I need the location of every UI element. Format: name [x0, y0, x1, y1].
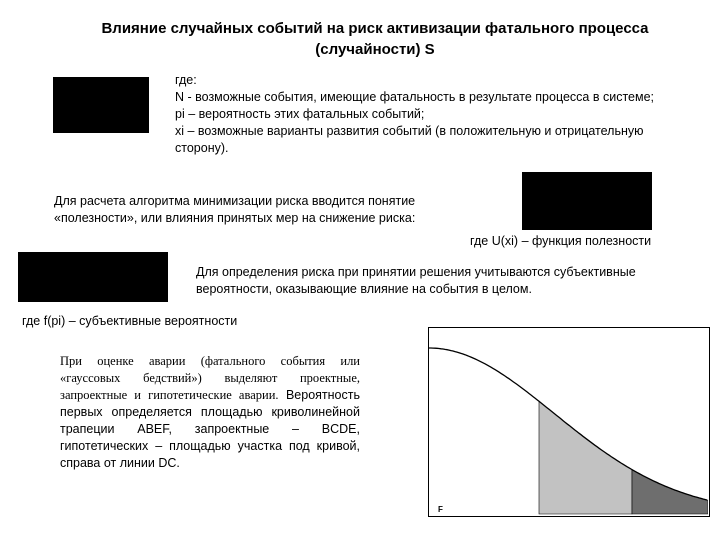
page-title: Влияние случайных событий на риск активизации фатального процесса (случайности) S	[101, 20, 649, 58]
risk-formula-image	[53, 77, 149, 133]
utility-text: Для расчета алгоритма минимизации риска вводится понятие «полезности», или влияния принятых мер на снижение риска:	[54, 194, 416, 225]
subjective-formula-image	[18, 252, 168, 302]
definition-where: где:	[175, 73, 197, 87]
definition-n: N - возможные события, имеющие фатальность в результате процесса в системе;	[175, 90, 655, 104]
subjective-text: Для определения риска при принятии решения учитываются субъективные вероятности, оказывающие влияние на события в целом.	[196, 265, 636, 296]
accident-text-sans: Вероятность первых определяется площадью криволинейной трапеции ABEF, запроектные – BCDE, гипотетических – площадью участка под кривой, справа от линии DC.	[60, 388, 360, 470]
definition-pi: pi – вероятность этих фатальных событий;	[175, 107, 425, 121]
accident-text-serif: При оценке аварии (фатального события или «гауссовых бедствий») выделяют проектные, запроектные и гипотетические аварии.	[60, 354, 360, 402]
gaussian-graph-svg	[429, 328, 708, 515]
subjective-note: где f(pi) – субъективные вероятности	[22, 314, 238, 328]
region-bcde	[539, 401, 632, 514]
utility-note: где U(xi) – функция полезности	[470, 234, 652, 248]
definitions	[175, 72, 665, 157]
accident-paragraph	[60, 353, 360, 472]
label-f: F	[438, 505, 443, 514]
definition-xi: xi – возможные варианты развития событий (в положительную и отрицательную сторону).	[175, 124, 644, 155]
gaussian-graph	[428, 327, 710, 517]
utility-formula-image	[522, 172, 652, 230]
